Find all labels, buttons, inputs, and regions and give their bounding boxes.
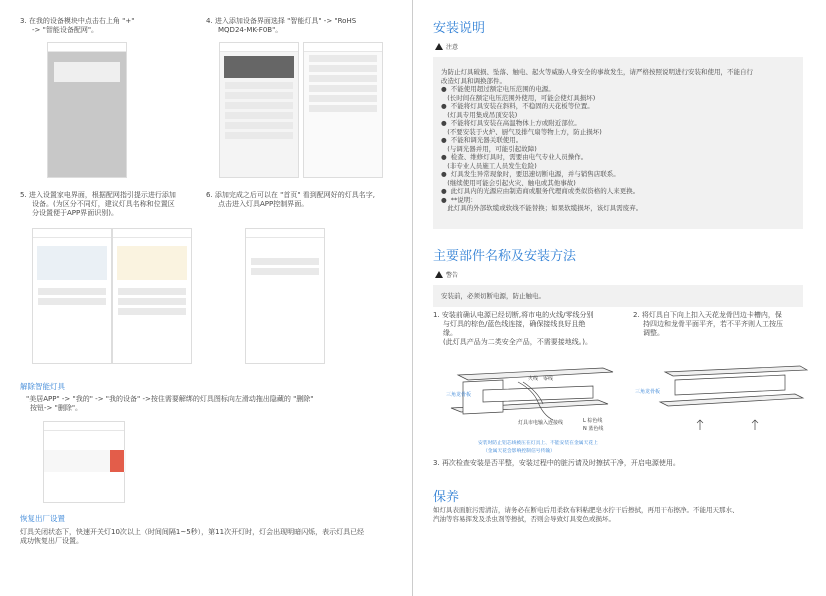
install-step-1: 1. 安装前确认电源已经切断,将市电的火线/零线分别 与灯具的棕色/蓝色线连接，确保接线良好且绝 缘。 (此灯具产品为二类安全产品，不需要接地线。)。: [433, 311, 594, 346]
screenshot-home-lamp: [245, 228, 325, 364]
notice-text: [441, 68, 799, 213]
install-title: 安装说明: [433, 21, 486, 36]
warning-text: 安装前，必须切断电源，防止触电。: [441, 292, 545, 300]
notice-line: ● 不能和调光器关联使用。: [441, 136, 523, 144]
notice-line: 此灯具的外部软缆或软线不能替换；如果软缆损坏，该灯具需废弃。: [441, 204, 643, 212]
notice-line: ● 检查、维修灯具时，需要由电气专业人员操作。: [441, 153, 588, 161]
step-4-text: 4. 进入添加设备界面选择 "智能灯具" -> "RoHS MQD24-MK-F0B"。: [206, 17, 357, 34]
warning-box: [433, 285, 803, 307]
care-text: 如灯具表面脏污需清洁，请务必在断电后用柔软布料粘肥皂水拧干后擦拭，再用干布擦净。不能用天那水、 汽油等容易挥发及杀虫剂等擦拭，否则会导致灯具变色或损坏。: [433, 506, 739, 523]
screenshot-my-devices: [47, 42, 127, 178]
brown-wire-label: L 棕色线: [583, 418, 603, 424]
warning-icon: [435, 271, 443, 278]
notice-line: ● 不能将灯具安装在斜料，不稳固的天花板等位置。: [441, 102, 594, 110]
step-5-text: 5. 进入设置家电界面，根据配网指引提示进行添加 设备。(为区分不同灯，建议灯具名称和位置区 分设置便于APP界面识别)。: [20, 191, 176, 217]
notice-line: ● 不能将灯具安装在高温物体上方或附近部位。: [441, 119, 581, 127]
step-6-text: 6. 添加完成之后可以在 "首页" 看到配网好的灯具名字, 点击进入灯具APP控制界面。: [206, 191, 376, 208]
keel-label-2: 三角龙骨板: [635, 389, 661, 395]
care-title: 保养: [433, 490, 460, 505]
install-note-1: 安装时防止铝芯线被压在灯具上、不能安装在金属天花上: [478, 441, 598, 446]
notice-line: (继续使用可能会引起火灾、触电或其他事故): [441, 178, 576, 187]
wire-zero-label: 零线: [543, 376, 554, 382]
keel-label: 三角龙骨板: [446, 392, 472, 398]
reset-text: 灯具关闭状态下，快速开关灯10次以上（时间间隔1~5秒），第11次开灯时，灯会出现明暗闪烁，表示灯具已经 成功恢复出厂设置。: [20, 528, 365, 545]
notice-line: (非专业人员施工人员发生危险): [441, 161, 537, 170]
screenshot-add-device-grid: [219, 42, 299, 178]
notice-line: ● **说明：: [441, 195, 477, 204]
install-diagram-wiring: [443, 360, 623, 460]
install-diagram-mounting: [635, 360, 815, 450]
notice-line: 为防止灯具破损、坠落、触电、起火等威胁人身安全的事故发生，请严格按照说明进行安装和使用，不能自行: [441, 68, 753, 76]
unbind-text: "美居APP" -> "我的" -> "我的设备" ->按住需要解绑的灯具图标向左滑动拖出隐藏的 "删除" 按钮-> "删除"。: [26, 395, 314, 412]
notice-line: 改造灯具和调换部件。: [441, 76, 506, 85]
notice-line: ● 不能使用超过额定电压范围的电源。: [441, 85, 555, 93]
screenshot-setup-network: [32, 228, 112, 364]
notice-line: ● 灯具发生异常现象时，要迅速切断电源，并与销售店联系。: [441, 170, 620, 178]
notice-line: ● 此灯具内的光源应由制造商或服务代理商或类似资格的人来更换。: [441, 187, 640, 195]
screenshot-setup-lamp: [112, 228, 192, 364]
install-step-2: 2. 将灯具自下向上扣入天花龙骨凹边卡槽内，保 持四边和龙骨平面平齐，若不平齐则人工按压 调整。: [633, 311, 783, 337]
install-note-2: （金属天花会影响控制信号传输）: [483, 449, 555, 454]
blue-wire-label: N 蓝色线: [583, 426, 604, 432]
screenshot-lamp-list: [303, 42, 383, 178]
notice-line: (灯具专用集成吊顶安装): [441, 110, 518, 119]
notice-box: [433, 57, 803, 229]
notice-line: (与调光器并用，可能引起故障): [441, 144, 537, 153]
unbind-title: 解除智能灯具: [20, 382, 65, 391]
screenshot-delete-device: [43, 421, 125, 503]
warning-icon: [435, 43, 443, 50]
notice-line: (不要安装于火炉、厨气及排气扇等物上方，防止损坏): [441, 127, 602, 136]
right-page: [413, 0, 826, 596]
notice-label: 注意: [435, 42, 458, 51]
connect-label: 灯具市电输入连接线: [518, 420, 564, 426]
parts-title: 主要部件名称及安装方法: [433, 249, 577, 264]
notice-line: (长时间在额定电压范围外使用，可能会使灯具损坏): [441, 93, 596, 102]
wire-fire-label: 火线: [528, 376, 539, 382]
warning-label: 警告: [435, 270, 458, 279]
install-step-3: 3. 再次检查安装是否平整，安装过程中的脏污请及时擦拭干净，开启电源使用。: [433, 459, 680, 467]
reset-title: 恢复出厂设置: [20, 514, 65, 523]
step-3-text: 3. 在我的设备模块中点击右上角 "+" -> "智能设备配网"。: [20, 17, 135, 34]
